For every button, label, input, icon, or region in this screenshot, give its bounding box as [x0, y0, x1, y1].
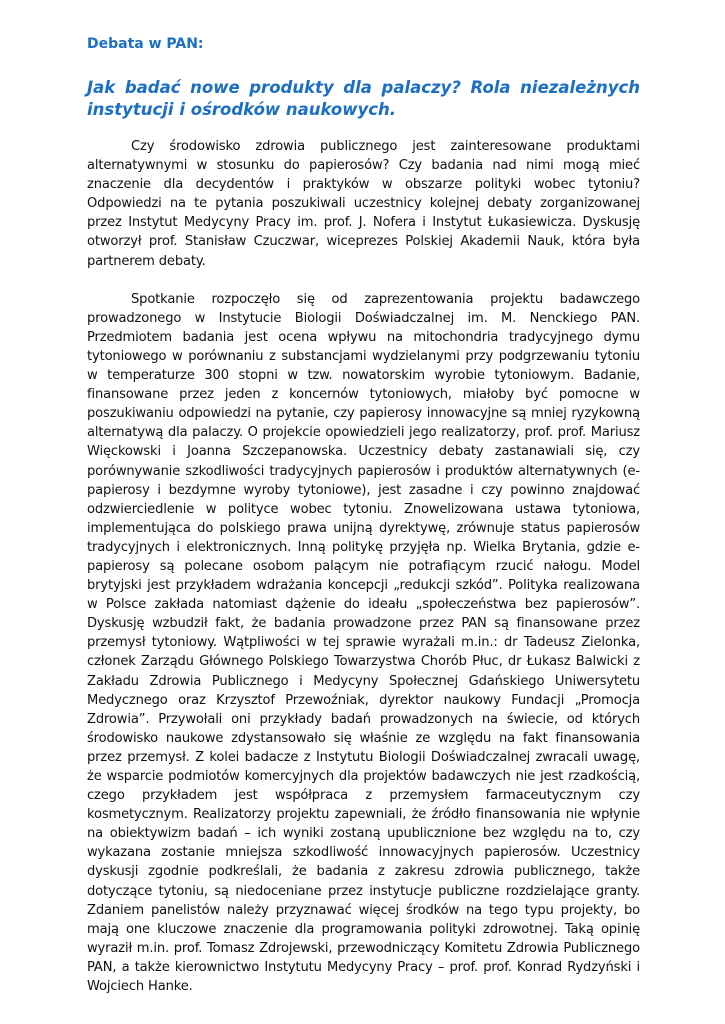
article-headline: Jak badać nowe produkty dla palaczy? Rola niezależnych instytucji i ośrodków naukowych.	[87, 78, 640, 119]
paragraph-main: Spotkanie rozpoczęło się od zaprezentowania projektu badawczego prowadzonego w Instytucie Biologii Doświadczalnej im. M. Nenckiego PAN. Przedmiotem badania jest ocena wpływu na mitochondria tradycyjnego dymu tytoniowego w porównaniu z substancjami wydzielanymi przy podgrzewaniu tytoniu w temperaturze 300 stopni w tzw. nowatorskim wyrobie tytoniowym. Badanie, finansowane przez jeden z koncernów tytoniowych, miałoby być pomocne w poszukiwaniu odpowiedzi na pytanie, czy papierosy innowacyjne są mniej ryzykowną alternatywą dla palaczy. O projekcie opowiedzieli jego realizatorzy, prof. prof. Mariusz Więckowski i Joanna Szczepanowska. Uczestnicy debaty zastanawiali się, czy porównywanie szkodliwości tradycyjnych papierosów i produktów alternatywnych (e-papierosy i bezdymne wyroby tytoniowe), jest zasadne i czy powinno znajdować odzwierciedlenie w polityce wobec tytoniu. Znowelizowana ustawa tytoniowa, implementująca do polskiego prawa unijną dyrektywę, zrównuje status papierosów tradycyjnych i elektronicznych. Inną politykę przyjęła np. Wielka Brytania, gdzie e-papierosy są polecane osobom palącym nie potrafiącym rzucić nałogu. Model brytyjski jest przykładem wdrażania koncepcji „redukcji szkód”. Polityka realizowana w Polsce zakłada natomiast dążenie do ideału „społeczeństwa bez papierosów”. Dyskusję wzbudził fakt, że badania prowadzone przez PAN są finansowane przez przemysł tytoniowy. Wątpliwości w tej sprawie wyrażali m.in.: dr Tadeusz Zielonka, członek Zarządu Głównego Polskiego Towarzystwa Chorób Płuc, dr Łukasz Balwicki z Zakładu Zdrowia Publicznego i Medycyny Społecznej Gdańskiego Uniwersytetu Medycznego oraz Krzysztof Przewoźniak, dyrektor naukowy Fundacji „Promocja Zdrowia”. Przywołali oni przykłady badań prowadzonych na świecie, od których środowisko naukowe zdystansowało się właśnie ze względu na fakt finansowania przez przemysł. Z kolei badacze z Instytutu Biologii Doświadczalnej zwracali uwagę, że wsparcie podmiotów komercyjnych dla projektów badawczych nie jest rzadkością, czego przykładem jest współpraca z przemysłem farmaceutycznym czy kosmetycznym. Realizatorzy projektu zapewniali, że źródło finansowania nie wpłynie na obiektywizm badań – ich wyniki zostaną upublicznione bez względu na to, czy wykazana zostanie mniejsza szkodliwość innowacyjnych papierosów. Uczestnicy dyskusji zgodnie podkreślali, że badania z zakresu zdrowia publicznego, także dotyczące tytoniu, są niedoceniane przez instytucje publiczne rozdzielające granty. Zdaniem panelistów należy przyznawać więcej środków na tego typu projekty, bo mają one kluczowe znaczenie dla programowania polityki zdrowotnej. Taką opinię wyraził m.in. prof. Tomasz Zdrojewski, przewodniczący Komitetu Zdrowia Publicznego PAN, a także kierownictwo Instytutu Medycyny Pracy – prof. prof. Konrad Rydzyński i Wojciech Hanke.	[87, 291, 640, 995]
paragraph-intro: Czy środowisko zdrowia publicznego jest zainteresowane produktami alternatywnymi w stosunku do papierosów? Czy badania nad nimi mogą mieć znaczenie dla decydentów i praktyków w obszarze polityki wobec tytoniu? Odpowiedzi na te pytania poszukiwali uczestnicy kolejnej debaty zorganizowanej przez Instytut Medycyny Pracy im. prof. J. Nofera i Instytut Łukasiewicza. Dyskusję otworzył prof. Stanisław Czuczwar, wiceprezes Polskiej Akademii Nauk, która była partnerem debaty.	[87, 139, 640, 269]
paragraph-spacer	[87, 271, 640, 290]
section-label: Debata w PAN:	[87, 36, 204, 52]
document-page	[87, 34, 640, 996]
